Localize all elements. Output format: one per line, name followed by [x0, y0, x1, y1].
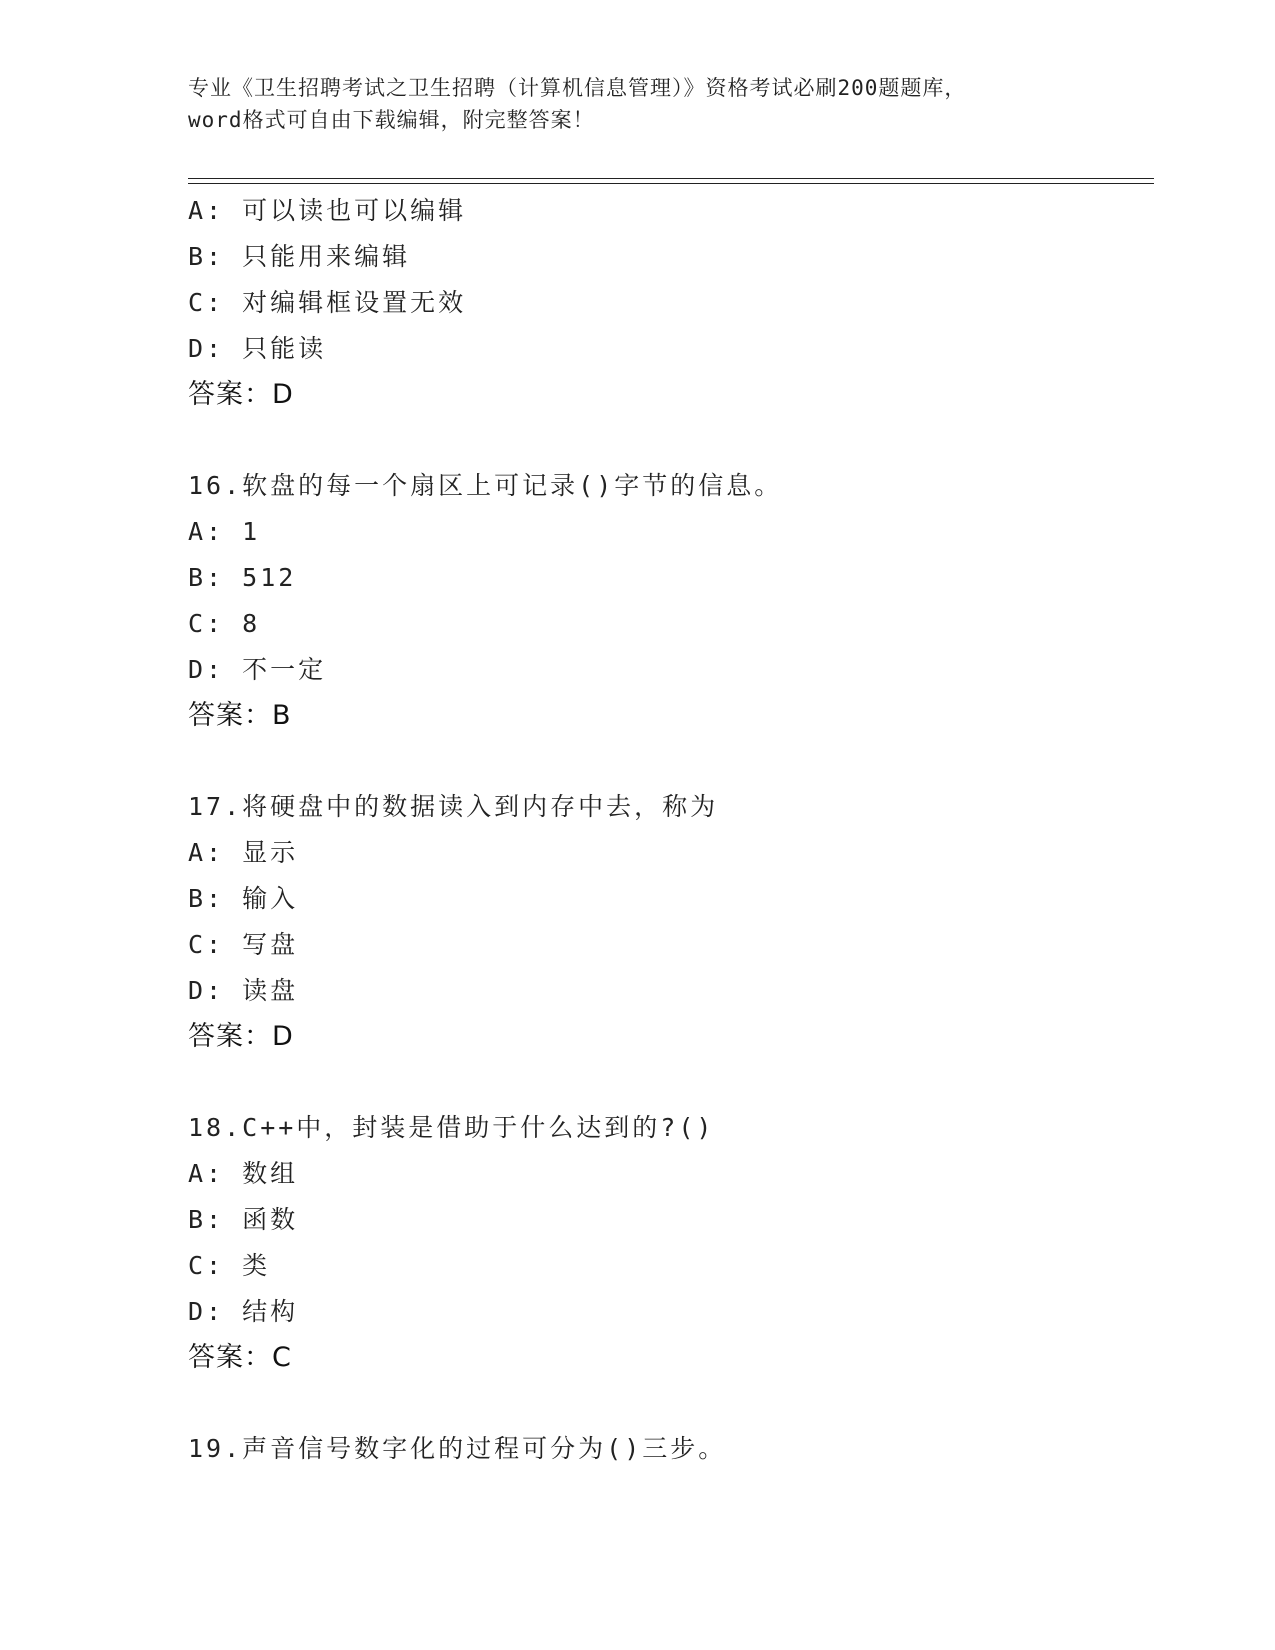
option-b: B: 函数 [188, 1205, 299, 1234]
option-a: A: 显示 [188, 838, 299, 867]
option-c: C: 对编辑框设置无效 [188, 288, 467, 317]
answer-line: 答案：D [188, 379, 294, 410]
header-divider-top [188, 178, 1154, 179]
question-list [188, 188, 1148, 1472]
option-b: B: 只能用来编辑 [188, 242, 411, 271]
option-a: A: 1 [188, 517, 261, 546]
option-c: C: 类 [188, 1251, 271, 1280]
option-d: D: 不一定 [188, 655, 327, 684]
option-d: D: 读盘 [188, 976, 299, 1005]
question-stem: 17.将硬盘中的数据读入到内存中去，称为 [188, 792, 719, 821]
option-a: A: 可以读也可以编辑 [188, 196, 467, 225]
spacer [188, 418, 1148, 463]
header-title-line-2: word格式可自由下载编辑，附完整答案！ [188, 108, 595, 132]
header-divider-bottom [188, 183, 1154, 184]
question-stem: 19.声音信号数字化的过程可分为()三步。 [188, 1434, 727, 1463]
answer-line: 答案：B [188, 700, 292, 731]
question-16 [188, 463, 1148, 739]
question-15 [188, 188, 1148, 418]
answer-line: 答案：D [188, 1021, 294, 1052]
question-17 [188, 784, 1148, 1060]
question-19 [188, 1426, 1148, 1472]
spacer [188, 739, 1148, 784]
option-c: C: 写盘 [188, 930, 299, 959]
question-stem: 18.C++中，封装是借助于什么达到的?() [188, 1113, 715, 1142]
header-title-line-1: 专业《卫生招聘考试之卫生招聘（计算机信息管理）》资格考试必刷200题题库， [188, 76, 967, 100]
option-a: A: 数组 [188, 1159, 299, 1188]
option-b: B: 输入 [188, 884, 299, 913]
option-c: C: 8 [188, 609, 261, 638]
question-stem: 16.软盘的每一个扇区上可记录()字节的信息。 [188, 471, 783, 500]
option-d: D: 结构 [188, 1297, 299, 1326]
option-d: D: 只能读 [188, 334, 327, 363]
answer-line: 答案：C [188, 1342, 292, 1373]
option-b: B: 512 [188, 563, 297, 592]
document-header [188, 72, 1088, 136]
question-18 [188, 1105, 1148, 1381]
spacer [188, 1060, 1148, 1105]
spacer [188, 1381, 1148, 1426]
